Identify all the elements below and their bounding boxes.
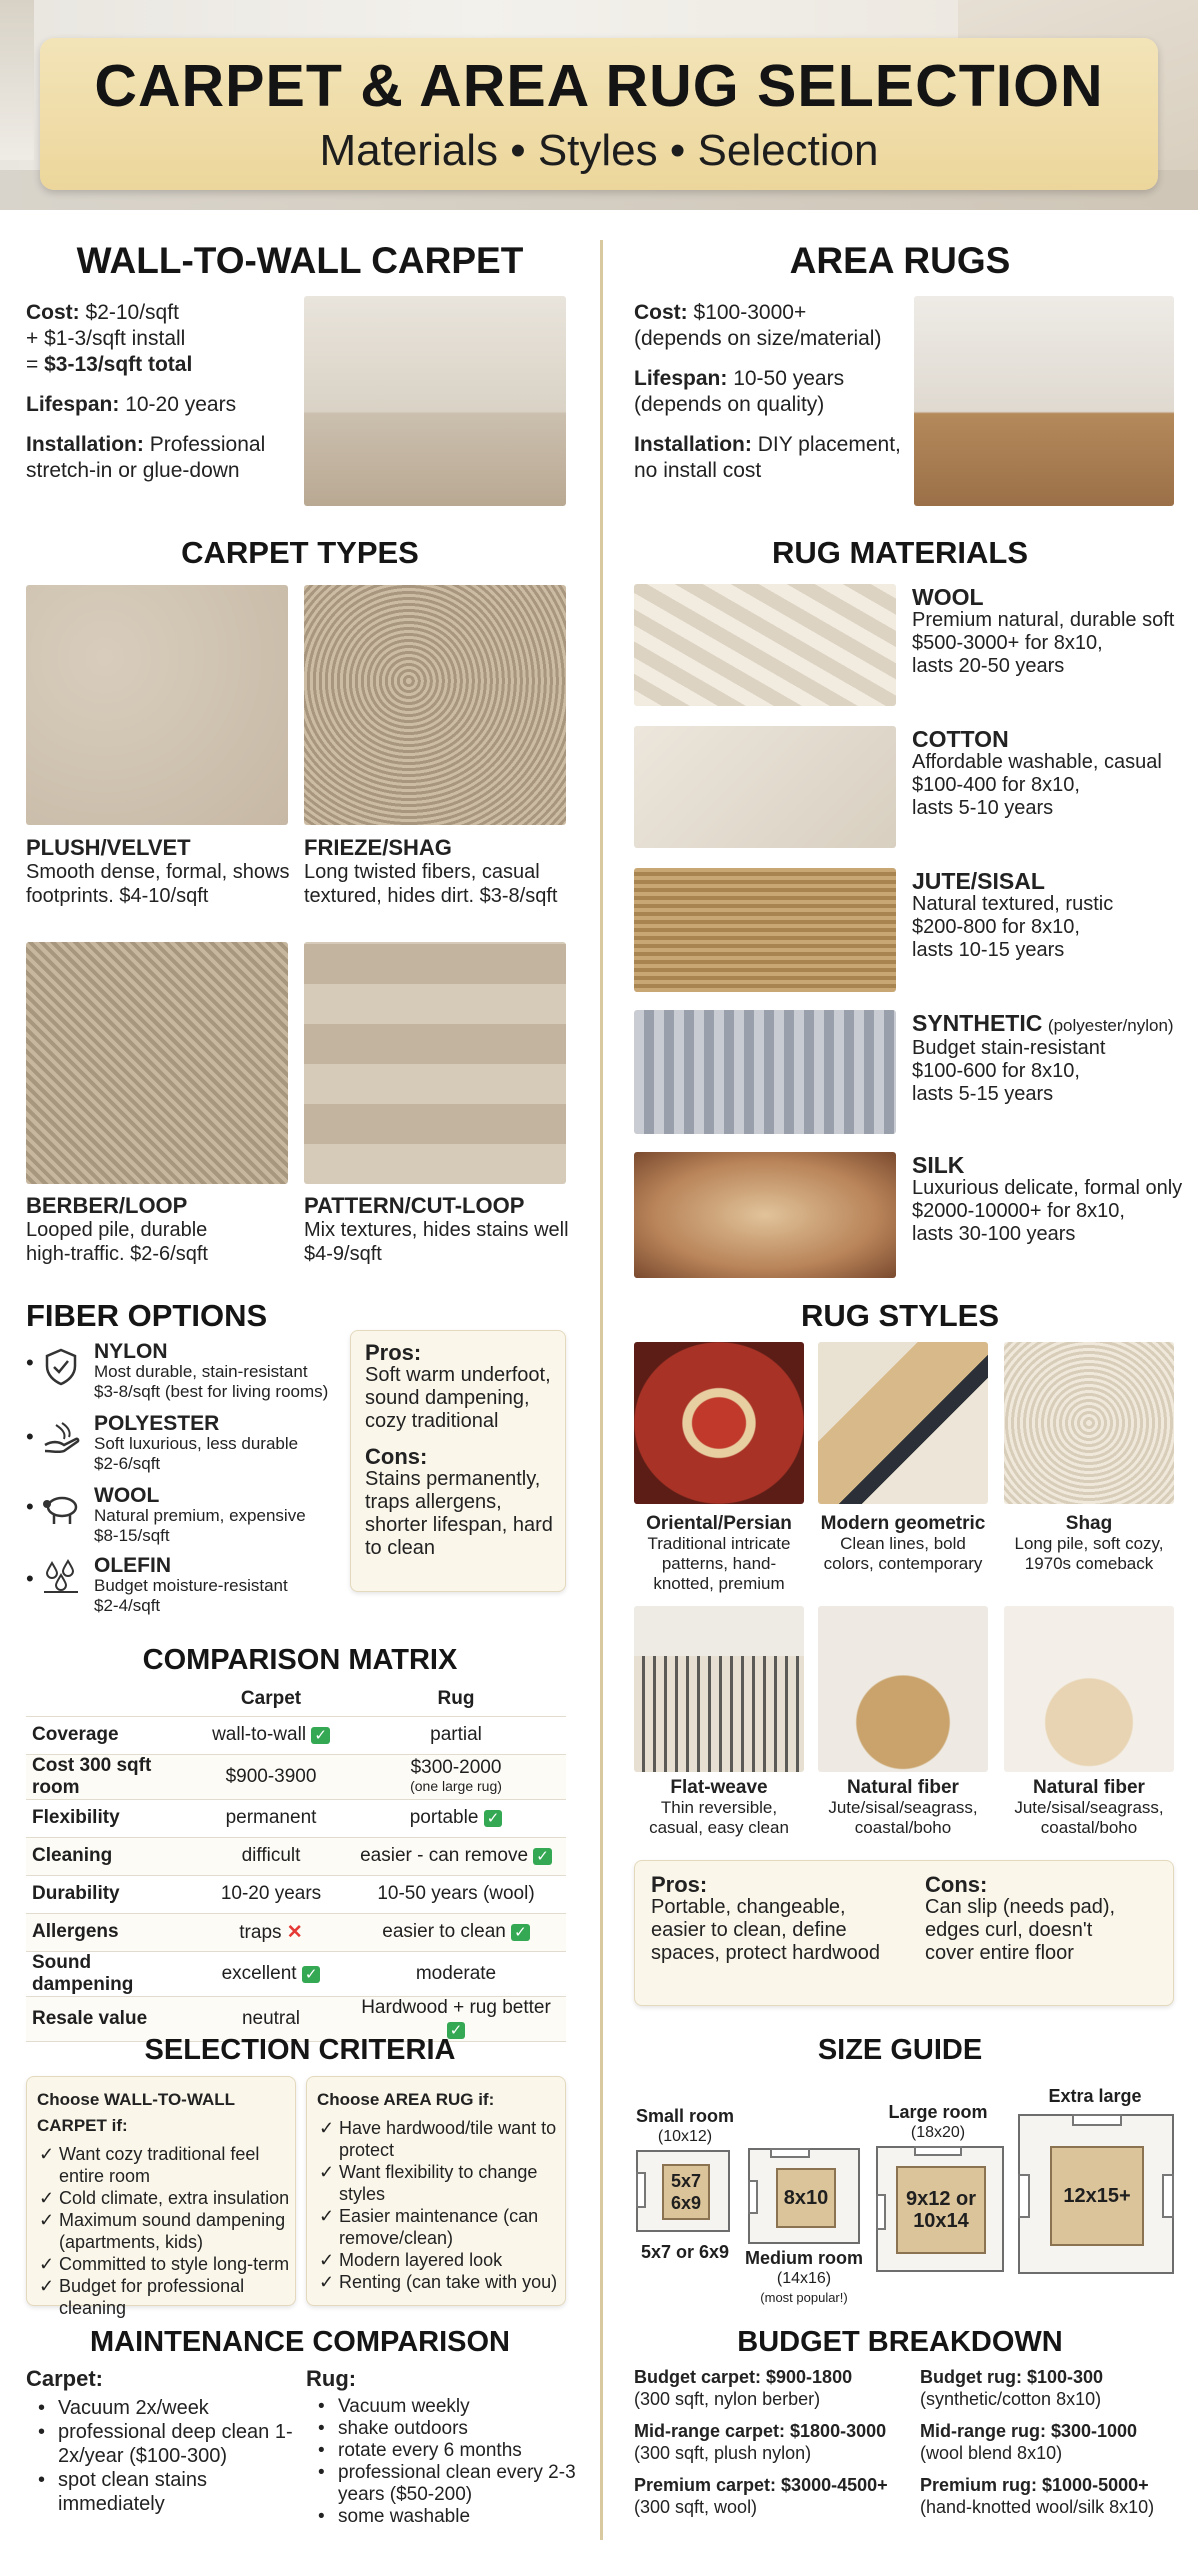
column-divider [600,240,603,2540]
carpet-pros-cons-card [350,1330,566,1592]
rug-pros-cons-card [634,1860,1174,2006]
berber-texture-image [26,942,288,1184]
cost-label: Cost: [26,301,80,324]
rug-style-oriental [626,1514,812,1594]
list-item: ✓ Want cozy traditional feel entire room [37,2143,291,2187]
carpet-types-heading: CARPET TYPES [181,535,419,570]
carpet-cell [196,1799,346,1837]
lifespan-label: Lifespan: [26,393,120,416]
list-item: • rotate every 6 months [306,2440,576,2462]
material-price: $200-800 for 8x10, [912,916,1080,938]
furniture-icon [636,2172,646,2208]
large-room-diagram [876,2146,1004,2272]
budget-heading: BUDGET BREAKDOWN [737,2326,1063,2358]
rug-maintenance [306,2366,576,2528]
rug-size-label: 9x12 or 10x14 [896,2166,986,2254]
list-item: • professional clean every 2-3 years ($50-200) [306,2462,576,2506]
rug-install-line1: DIY placement, [757,433,901,456]
style-name: Modern geometric [820,1513,986,1534]
rug-style-natural-fiber [810,1778,996,1838]
carpet-type-berber [26,1194,296,1266]
comparison-table [26,1682,566,2042]
material-desc: Affordable washable, casual [912,751,1162,773]
material-price: $100-600 for 8x10, [912,1060,1080,1082]
comparison-heading: COMPARISON MATRIX [142,1644,458,1676]
bullet: • [26,1494,34,1519]
rug-materials-heading: RUG MATERIALS [771,535,1029,570]
carpet-cell [196,1754,346,1799]
furniture-icon [748,2180,758,2214]
rug-size-label: 12x15+ [1050,2146,1144,2246]
rug-material-synthetic [912,1012,1198,1106]
install-line1: Professional [149,433,266,456]
rug-material-cotton [912,728,1198,820]
area-rugs-heading: AREA RUGS [789,240,1011,281]
check-icon: ✓ [484,1810,503,1827]
rug-criteria-card [306,2076,566,2306]
rug-cell [346,1913,566,1951]
list-item: • some washable [306,2506,576,2528]
style-desc: Traditional intricate [647,1534,791,1553]
material-desc: Premium natural, durable soft [912,609,1175,631]
cost-value: $2-10/sqft [85,301,179,324]
table-header-row [26,1682,566,1716]
fiber-desc: Most durable, stain-resistant [94,1362,308,1381]
budget-rug-column [920,2366,1190,2518]
material-name: WOOL [912,584,984,610]
list-item: • spot clean stains immediately [26,2468,296,2516]
lamp-decoration [0,0,34,160]
size-room-dims: (10x12) [657,2128,713,2145]
criteria-list [37,2143,291,2319]
rug-style-flat-weave [626,1778,812,1838]
cons-line: edges curl, doesn't [925,1919,1093,1941]
fiber-desc: Natural premium, expensive [94,1506,306,1525]
selection-heading: SELECTION CRITERIA [144,2034,456,2066]
cell-value: easier to clean [382,1921,506,1942]
cell-value: 10-50 years (wool) [377,1883,535,1904]
rug-style-shag [996,1514,1182,1574]
hand-icon [40,1418,82,1460]
jute-rug-image [634,868,896,992]
cell-note: (one large rug) [410,1777,502,1794]
fiber-name: NYLON [94,1340,168,1363]
row-label: Allergens [26,1913,196,1951]
cell-value: $300-2000 [410,1756,502,1778]
budget-item-label: Budget rug: $100-300 [920,2367,1104,2387]
fiber-nylon [94,1342,344,1402]
rug-styles-heading: RUG STYLES [800,1298,1000,1333]
check-icon: ✓ [302,1966,321,1983]
table-header-rug: Rug [346,1682,566,1716]
table-header-empty [26,1682,196,1716]
carpet-type-desc: Smooth dense, formal, shows [26,861,290,883]
cell-value: traps [239,1921,282,1943]
rug-cost-value: $100-3000+ [693,301,807,324]
style-name: Oriental/Persian [646,1513,792,1534]
shield-icon [40,1346,82,1388]
area-rugs-info [634,300,914,484]
carpet-pros [365,1341,561,1560]
style-name: Natural fiber [1033,1777,1145,1798]
furniture-icon [770,2148,810,2158]
budget-carpet-column [634,2366,914,2518]
list-item: ✓ Maximum sound dampening (apartments, kids) [37,2209,291,2253]
pros-label: Pros: [651,1872,708,1897]
size-room-note: (most popular!) [760,2290,848,2305]
page-subtitle: Materials • Styles • Selection [319,126,879,175]
style-desc: coastal/boho [1040,1818,1138,1837]
size-room-name: Extra large [1048,2086,1142,2106]
bullet: • [26,1350,34,1375]
list-item: • shake outdoors [306,2418,576,2440]
page-title: CARPET & AREA RUG SELECTION [94,53,1104,119]
rug-cell [346,1799,566,1837]
natural-fiber-rug-image [818,1606,988,1772]
wool-rug-image [634,584,896,706]
style-name: Flat-weave [670,1777,768,1798]
budget-item-label: Premium carpet: $3000-4500+ [634,2475,888,2495]
carpet-cell [196,1951,346,1996]
carpet-maintenance [26,2366,296,2516]
check-icon: ✓ [311,1727,330,1744]
check-icon: ✓ [533,1848,552,1865]
cross-icon: ✕ [286,1921,303,1943]
maintenance-label: Carpet: [26,2366,104,2391]
carpet-cell [196,1837,346,1875]
style-name: Shag [1065,1513,1113,1534]
list-item: • professional deep clean 1-2x/year ($100-300) [26,2420,296,2468]
title-banner [40,38,1158,190]
install-cost: + $1-3/sqft install [26,327,186,350]
rug-style-natural-fiber-2 [996,1778,1182,1838]
check-icon: ✓ [447,2022,466,2039]
row-label: Cost 300 sqft room [26,1754,196,1799]
material-price: $500-3000+ for 8x10, [912,632,1103,654]
rug-criteria [317,2087,561,2293]
pros-line: sound dampening, [365,1387,530,1409]
carpet-type-name: FRIEZE/SHAG [304,835,452,860]
row-label: Cleaning [26,1837,196,1875]
fiber-wool [94,1486,344,1546]
table-row [26,1716,566,1754]
carpet-cell [196,1875,346,1913]
table-row [26,1799,566,1837]
cell-value: Hardwood + rug better [361,1996,551,2018]
fiber-price: $8-15/sqft [94,1526,170,1545]
style-desc: Jute/sisal/seagrass, [828,1798,978,1817]
carpet-criteria-card [26,2076,296,2318]
geometric-rug-image [818,1342,988,1504]
cell-value: permanent [225,1807,317,1828]
budget-item-note: (300 sqft, nylon berber) [634,2389,821,2409]
carpet-criteria [37,2087,291,2319]
budget-item-label: Budget carpet: $900-1800 [634,2367,853,2387]
list-item: ✓ Budget for professional cleaning [37,2275,291,2319]
row-label: Flexibility [26,1799,196,1837]
cons-line: cover entire floor [925,1942,1074,1964]
fiber-polyester [94,1414,344,1474]
fiber-options-heading: FIBER OPTIONS [26,1298,268,1333]
fiber-name: POLYESTER [94,1412,220,1435]
maintenance-list [26,2396,296,2516]
cell-value: excellent [221,1962,297,1984]
list-item: ✓ Cold climate, extra insulation [37,2187,291,2209]
size-room-name: Large room [888,2102,988,2122]
maintenance-list [306,2396,576,2528]
pros-line: Soft warm underfoot, [365,1364,551,1386]
cell-value: $900-3900 [225,1765,317,1787]
cell-value: moderate [415,1962,497,1984]
oriental-rug-image [634,1342,804,1504]
criteria-title: Choose AREA RUG if: [317,2090,495,2109]
pros-line: easier to clean, define [651,1919,847,1941]
furniture-icon [914,2146,962,2156]
medium-room-diagram [748,2148,860,2244]
material-name: SYNTHETIC [912,1010,1043,1036]
rug-material-jute [912,870,1198,962]
carpet-type-plush [26,836,296,908]
cons-line: shorter lifespan, hard [365,1514,553,1536]
budget-item-note: (300 sqft, wool) [634,2497,758,2517]
material-lifespan: lasts 5-10 years [912,797,1054,819]
extra-large-room-diagram [1018,2114,1174,2274]
material-lifespan: lasts 20-50 years [912,655,1065,677]
material-lifespan: lasts 5-15 years [912,1083,1054,1105]
cell-value: wall-to-wall [212,1724,307,1745]
carpet-type-price: footprints. $4-10/sqft [26,885,209,907]
rug-style-geometric [810,1514,996,1574]
material-name: COTTON [912,726,1009,752]
cell-value: portable [409,1807,479,1828]
material-lifespan: lasts 10-15 years [912,939,1065,961]
rug-room-photo [914,296,1174,506]
equals-sign: = [26,353,45,376]
cell-value: partial [430,1724,482,1745]
list-item: • Vacuum weekly [306,2396,576,2418]
lifespan-value: 10-20 years [125,393,237,416]
row-label: Sound dampening [26,1951,196,1996]
check-icon: ✓ [511,1924,530,1941]
cotton-rug-image [634,726,896,848]
cons-line: Stains permanently, [365,1468,541,1490]
carpet-type-pattern [304,1194,594,1266]
budget-item-label: Mid-range rug: $300-1000 [920,2421,1138,2441]
size-room-dims: (18x20) [910,2124,966,2141]
style-desc: 1970s comeback [1024,1554,1154,1573]
list-item: ✓ Have hardwood/tile want to protect [317,2117,561,2161]
rug-cell [346,1754,566,1799]
material-name: JUTE/SISAL [912,868,1045,894]
criteria-title: Choose WALL-TO-WALL CARPET if: [37,2090,235,2135]
carpet-type-frieze [304,836,594,908]
carpet-type-price: high-traffic. $2-6/sqft [26,1243,208,1265]
list-item: ✓ Renting (can take with you) [317,2271,561,2293]
rug-cost-note: (depends on size/material) [634,327,882,350]
rug-cost-label: Cost: [634,301,688,324]
list-item: ✓ Modern layered look [317,2249,561,2271]
natural-fiber-rug-image-2 [1004,1606,1174,1772]
plush-texture-image [26,585,288,825]
rug-install-line2: no install cost [634,459,762,482]
furniture-icon [1162,2174,1174,2218]
style-desc: Long pile, soft cozy, [1014,1534,1164,1553]
pros-line: cozy traditional [365,1410,499,1432]
table-row [26,1875,566,1913]
cons-label: Cons: [365,1444,428,1469]
material-desc: Luxurious delicate, formal only [912,1177,1183,1199]
material-lifespan: lasts 30-100 years [912,1223,1076,1245]
table-row [26,1951,566,1996]
list-item: ✓ Committed to style long-term [37,2253,291,2275]
furniture-icon [876,2194,886,2230]
total-cost: $3-13/sqft total [44,353,193,376]
carpet-cell [196,1913,346,1951]
frieze-texture-image [304,585,566,825]
style-desc: knotted, premium [653,1574,785,1593]
install-line2: stretch-in or glue-down [26,459,240,482]
list-item: • Vacuum 2x/week [26,2396,296,2420]
table-row [26,1913,566,1951]
fiber-price: $2-6/sqft [94,1454,161,1473]
rug-install-label: Installation: [634,433,752,456]
pros-line: Portable, changeable, [651,1896,846,1918]
wall-to-wall-info [26,300,306,484]
silk-rug-image [634,1152,896,1278]
droplets-icon [40,1556,82,1598]
budget-item-note: (hand-knotted wool/silk 8x10) [920,2497,1155,2517]
style-desc: colors, contemporary [823,1554,983,1573]
budget-item-note: (300 sqft, plush nylon) [634,2443,812,2463]
fiber-price: $3-8/sqft (best for living rooms) [94,1382,329,1401]
rug-lifespan-value: 10-50 years [733,367,845,390]
row-label: Coverage [26,1716,196,1754]
synthetic-rug-image [634,1010,896,1134]
material-price: $100-400 for 8x10, [912,774,1080,796]
style-desc: Jute/sisal/seagrass, [1014,1798,1164,1817]
rug-cell [346,1951,566,1996]
furniture-icon [1072,2114,1122,2126]
rug-size-label: 8x10 [776,2168,836,2228]
small-room-diagram [636,2150,730,2232]
table-row [26,1754,566,1799]
material-name: SILK [912,1152,965,1178]
install-label: Installation: [26,433,144,456]
fiber-desc: Budget moisture-resistant [94,1576,288,1595]
material-note: (polyester/nylon) [1047,1016,1174,1035]
rug-material-silk [912,1154,1198,1246]
maintenance-heading: MAINTENANCE COMPARISON [90,2326,510,2358]
budget-item-label: Premium rug: $1000-5000+ [920,2475,1149,2495]
style-desc: coastal/boho [854,1818,952,1837]
list-item: ✓ Want flexibility to change styles [317,2161,561,2205]
cons-line: traps allergens, [365,1491,502,1513]
budget-item-note: (synthetic/cotton 8x10) [920,2389,1102,2409]
style-desc: Thin reversible, [660,1798,778,1817]
material-price: $2000-10000+ for 8x10, [912,1200,1125,1222]
pros-label: Pros: [365,1340,422,1365]
cons-line: Can slip (needs pad), [925,1896,1116,1918]
rug-cell [346,1875,566,1913]
carpet-type-name: PATTERN/CUT-LOOP [304,1193,525,1218]
carpet-type-name: BERBER/LOOP [26,1193,188,1218]
wall-to-wall-heading: WALL-TO-WALL CARPET [76,240,524,281]
rug-material-wool [912,586,1198,678]
fiber-desc: Soft luxurious, less durable [94,1434,299,1453]
row-label: Durability [26,1875,196,1913]
budget-item-label: Mid-range carpet: $1800-3000 [634,2421,887,2441]
carpet-type-desc: Looped pile, durable [26,1219,208,1241]
carpet-type-desc: Mix textures, hides stains well [304,1219,569,1241]
furniture-icon [1018,2174,1030,2218]
flat-weave-rug-image [634,1606,804,1772]
maintenance-label: Rug: [306,2366,357,2391]
table-header-carpet: Carpet [196,1682,346,1716]
header-banner-background [0,0,1198,210]
pattern-texture-image [304,942,566,1184]
style-desc: Clean lines, bold [840,1534,966,1553]
fiber-olefin [94,1556,344,1616]
cell-value: 10-20 years [220,1883,322,1904]
carpet-type-desc: Long twisted fibers, casual [304,861,540,883]
size-guide-heading: SIZE GUIDE [817,2034,983,2066]
rug-lifespan-label: Lifespan: [634,367,728,390]
cell-value: neutral [241,2007,301,2029]
cell-value: easier - can remove [360,1845,529,1866]
pros-line: spaces, protect hardwood [651,1942,881,1964]
carpet-cell [196,1716,346,1754]
size-rug-options: 5x7 or 6x9 [640,2242,730,2262]
fiber-price: $2-4/sqft [94,1596,161,1615]
bullet: • [26,1424,34,1449]
material-desc: Natural textured, rustic [912,893,1114,915]
list-item: ✓ Easier maintenance (can remove/clean) [317,2205,561,2249]
fiber-name: WOOL [94,1484,160,1507]
fiber-name: OLEFIN [94,1554,171,1577]
cell-value: difficult [241,1845,301,1866]
rug-size-label: 5x7 6x9 [662,2164,710,2220]
carpet-room-photo [304,296,566,506]
budget-item-note: (wool blend 8x10) [920,2443,1063,2463]
carpet-type-name: PLUSH/VELVET [26,835,191,860]
style-desc: casual, easy clean [649,1818,789,1837]
cons-line: to clean [365,1537,436,1559]
rug-lifespan-note: (depends on quality) [634,393,825,416]
bullet: • [26,1566,34,1591]
rug-cons [925,1873,1165,1965]
size-room-name: Small room [635,2106,735,2126]
rug-cell [346,1837,566,1875]
table-row [26,1837,566,1875]
row-label: Resale value [26,1996,196,2041]
cons-label: Cons: [925,1872,988,1897]
shag-rug-image [1004,1342,1174,1504]
sheep-icon [40,1488,82,1530]
rug-pros [651,1873,911,1965]
rug-cell [346,1716,566,1754]
style-name: Natural fiber [847,1777,959,1798]
carpet-type-price: $4-9/sqft [304,1243,382,1265]
material-desc: Budget stain-resistant [912,1037,1106,1059]
size-room-dims: (14x16) [776,2270,832,2287]
criteria-list [317,2117,561,2293]
size-room-name: Medium room [744,2248,863,2268]
carpet-type-price: textured, hides dirt. $3-8/sqft [304,885,558,907]
style-desc: patterns, hand- [661,1554,777,1573]
